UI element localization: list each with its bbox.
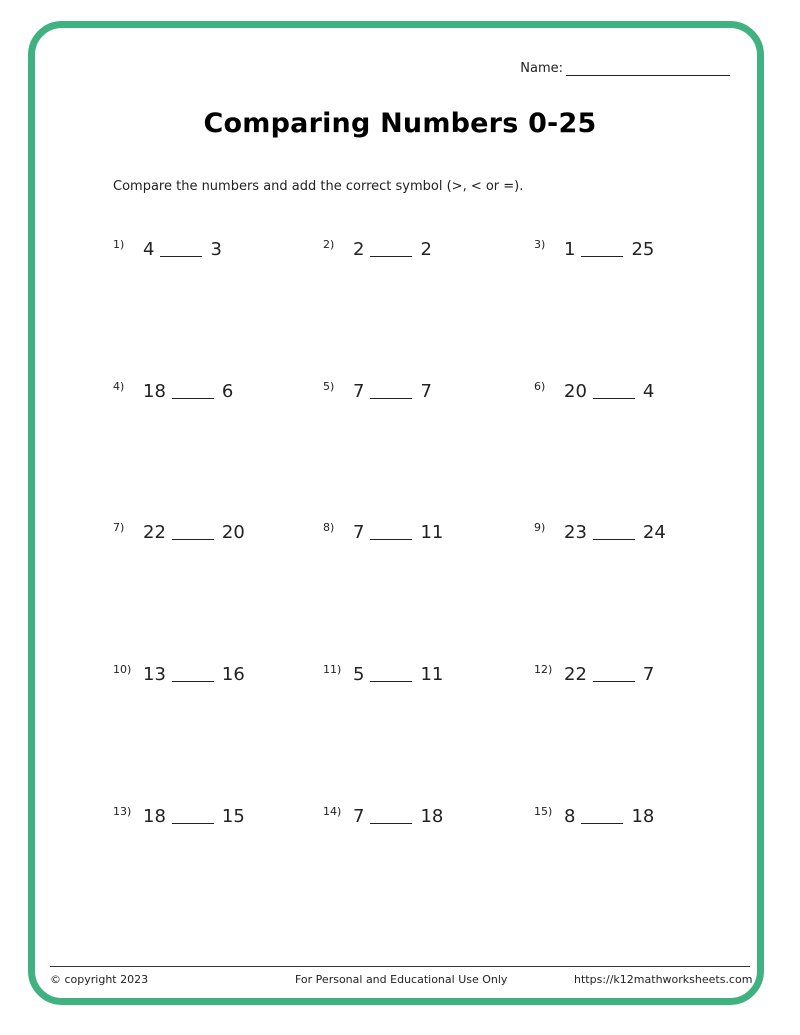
left-number: 18 xyxy=(143,806,166,827)
right-number: 18 xyxy=(631,806,655,827)
comparison-expression xyxy=(564,664,654,685)
answer-blank[interactable] xyxy=(172,384,214,399)
comparison-expression xyxy=(353,806,443,827)
right-number: 3 xyxy=(210,239,222,260)
problem-number: 12) xyxy=(534,663,553,676)
right-number: 24 xyxy=(642,522,666,543)
right-number: 11 xyxy=(420,522,444,543)
comparison-expression xyxy=(564,239,654,260)
right-number: 25 xyxy=(631,239,655,260)
problem-number: 6) xyxy=(534,380,546,393)
answer-blank[interactable] xyxy=(370,525,412,540)
answer-blank[interactable] xyxy=(370,384,412,399)
name-label: Name: xyxy=(520,61,563,76)
problem-number: 11) xyxy=(323,663,342,676)
left-number: 18 xyxy=(143,381,166,402)
problem-number: 3) xyxy=(534,238,546,251)
answer-blank[interactable] xyxy=(370,667,412,682)
problem-item xyxy=(534,380,654,420)
answer-blank[interactable] xyxy=(370,809,412,824)
answer-blank[interactable] xyxy=(172,809,214,824)
comparison-expression xyxy=(353,381,432,402)
comparison-expression xyxy=(564,806,654,827)
right-number: 7 xyxy=(420,381,432,402)
right-number: 4 xyxy=(642,381,655,402)
left-number: 5 xyxy=(353,664,365,685)
right-number: 15 xyxy=(221,806,245,827)
left-number: 1 xyxy=(564,239,576,260)
problem-item xyxy=(534,663,654,703)
comparison-expression xyxy=(143,664,245,685)
answer-blank[interactable] xyxy=(172,667,214,682)
name-blank-line[interactable] xyxy=(566,63,730,76)
comparison-expression xyxy=(353,664,443,685)
left-number: 7 xyxy=(353,806,365,827)
right-number: 16 xyxy=(221,664,245,685)
answer-blank[interactable] xyxy=(581,809,623,824)
problem-item xyxy=(534,805,654,845)
problem-item xyxy=(323,521,443,561)
worksheet-title: Comparing Numbers 0-25 xyxy=(203,108,597,139)
answer-blank[interactable] xyxy=(172,525,214,540)
left-number: 13 xyxy=(143,664,166,685)
right-number: 11 xyxy=(420,664,444,685)
problem-item xyxy=(323,805,443,845)
right-number: 7 xyxy=(642,664,655,685)
footer-divider xyxy=(50,966,750,967)
comparison-expression xyxy=(353,239,432,260)
right-number: 2 xyxy=(420,239,432,260)
page-border xyxy=(28,21,764,1005)
problem-number: 13) xyxy=(113,805,132,818)
comparison-expression xyxy=(353,522,443,543)
left-number: 4 xyxy=(143,239,155,260)
problem-number: 10) xyxy=(113,663,132,676)
footer-usage-note: For Personal and Educational Use Only xyxy=(295,973,508,986)
footer-copyright: © copyright 2023 xyxy=(50,973,149,986)
problem-item xyxy=(113,521,245,561)
problem-item xyxy=(534,521,666,561)
problem-number: 4) xyxy=(113,380,125,393)
answer-blank[interactable] xyxy=(160,242,202,257)
name-field xyxy=(520,61,730,76)
left-number: 8 xyxy=(564,806,576,827)
footer-url: https://k12mathworksheets.com xyxy=(574,973,753,986)
left-number: 7 xyxy=(353,381,365,402)
answer-blank[interactable] xyxy=(370,242,412,257)
comparison-expression xyxy=(564,522,666,543)
problem-number: 8) xyxy=(323,521,335,534)
right-number: 6 xyxy=(221,381,234,402)
left-number: 2 xyxy=(353,239,365,260)
problem-item xyxy=(113,380,233,420)
left-number: 20 xyxy=(564,381,587,402)
problem-item xyxy=(323,238,432,278)
problem-number: 2) xyxy=(323,238,335,251)
comparison-expression xyxy=(143,806,245,827)
right-number: 20 xyxy=(221,522,245,543)
answer-blank[interactable] xyxy=(593,525,635,540)
problem-item xyxy=(323,663,443,703)
left-number: 7 xyxy=(353,522,365,543)
left-number: 23 xyxy=(564,522,587,543)
problem-number: 7) xyxy=(113,521,125,534)
comparison-expression xyxy=(143,239,222,260)
answer-blank[interactable] xyxy=(593,384,635,399)
comparison-expression xyxy=(564,381,654,402)
problem-number: 15) xyxy=(534,805,553,818)
problem-item xyxy=(113,805,245,845)
problem-number: 5) xyxy=(323,380,335,393)
problem-item xyxy=(323,380,432,420)
answer-blank[interactable] xyxy=(593,667,635,682)
problem-item xyxy=(534,238,654,278)
comparison-expression xyxy=(143,381,233,402)
problem-item xyxy=(113,663,245,703)
answer-blank[interactable] xyxy=(581,242,623,257)
problem-number: 14) xyxy=(323,805,342,818)
comparison-expression xyxy=(143,522,245,543)
left-number: 22 xyxy=(564,664,587,685)
problem-item xyxy=(113,238,222,278)
left-number: 22 xyxy=(143,522,166,543)
problem-number: 1) xyxy=(113,238,125,251)
right-number: 18 xyxy=(420,806,444,827)
problem-number: 9) xyxy=(534,521,546,534)
instructions: Compare the numbers and add the correct symbol (>, < or =). xyxy=(113,179,524,194)
